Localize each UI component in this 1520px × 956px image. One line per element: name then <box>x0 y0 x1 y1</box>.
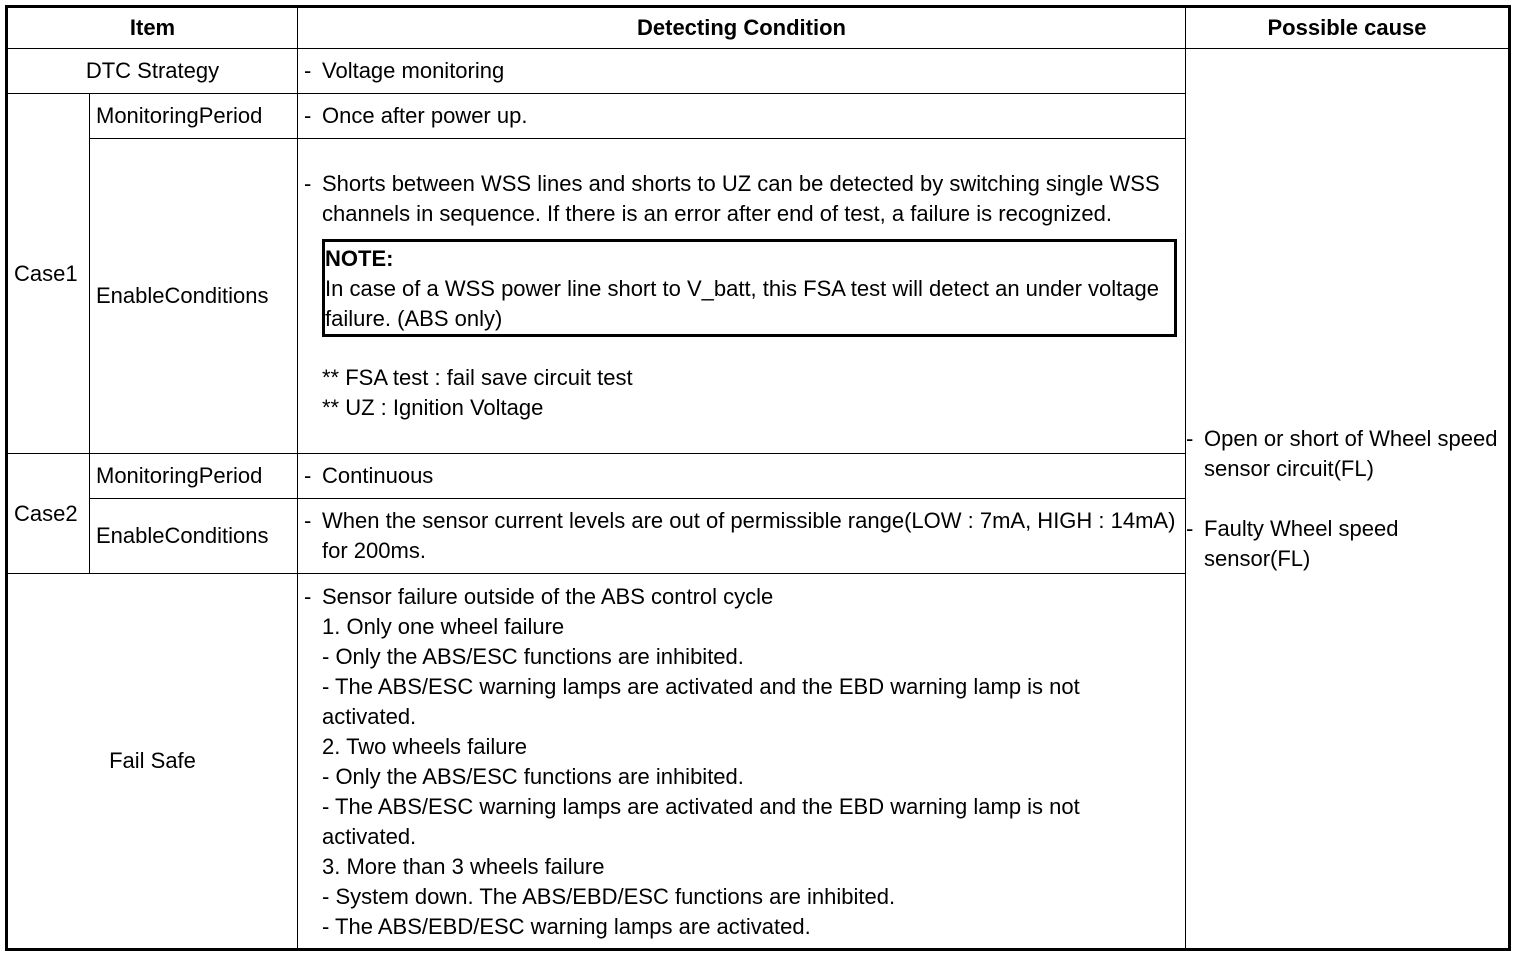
cause-text: Faulty Wheel speed sensor(FL) <box>1204 515 1399 571</box>
header-item: Item <box>7 7 298 49</box>
cause-item <box>1186 514 1508 574</box>
dash: - <box>304 58 312 83</box>
case2-enable-text: When the sensor current levels are out of permissible range(LOW : 7mA, HIGH : 14mA) for 200ms. <box>322 508 1176 563</box>
fail-safe-line: - The ABS/ESC warning lamps are activated and the EBD warning lamp is not activated. <box>322 674 1080 729</box>
footnote-uz: ** UZ : Ignition Voltage <box>322 395 544 420</box>
case2-enable-cell <box>298 499 1186 574</box>
fail-safe-line: - The ABS/ESC warning lamps are activated and the EBD warning lamp is not activated. <box>322 794 1080 849</box>
strategy-label: DTC Strategy <box>7 49 298 94</box>
case2-label: Case2 <box>7 454 90 574</box>
fail-safe-line: 3. More than 3 wheels failure <box>322 854 605 879</box>
case1-label: Case1 <box>7 94 90 454</box>
case2-monitoring-label: MonitoringPeriod <box>90 454 298 499</box>
strategy-value-cell <box>298 49 1186 94</box>
strategy-row <box>7 49 1510 94</box>
case2-monitoring-value-cell <box>298 454 1186 499</box>
strategy-value: Voltage monitoring <box>322 58 505 83</box>
case1-enable-text: Shorts between WSS lines and shorts to UZ can be detected by switching single WSS channels in sequence. If there is an error after end of test, a failure is recognized. <box>322 171 1160 226</box>
dash: - <box>304 463 312 488</box>
case1-enable-label: EnableConditions <box>90 139 298 454</box>
header-cause: Possible cause <box>1186 7 1510 49</box>
fail-safe-line: - Only the ABS/ESC functions are inhibited. <box>322 764 744 789</box>
note-text: In case of a WSS power line short to V_batt, this FSA test will detect an under voltage failure. (ABS only) <box>325 276 1159 331</box>
fail-safe-line: - Only the ABS/ESC functions are inhibited. <box>322 644 744 669</box>
header-condition: Detecting Condition <box>298 7 1186 49</box>
note-box <box>322 239 1177 337</box>
fail-safe-line: - The ABS/EBD/ESC warning lamps are activated. <box>322 914 811 939</box>
case1-monitoring-value: Once after power up. <box>322 103 528 128</box>
case2-monitoring-value: Continuous <box>322 463 434 488</box>
case1-monitoring-label: MonitoringPeriod <box>90 94 298 139</box>
dash: - <box>1186 515 1194 541</box>
cause-item <box>1186 424 1508 484</box>
dash: - <box>304 508 312 533</box>
fail-safe-line: - System down. The ABS/EBD/ESC functions are inhibited. <box>322 884 896 909</box>
fail-safe-line: 1. Only one wheel failure <box>322 614 565 639</box>
possible-cause-cell <box>1186 49 1510 950</box>
fail-safe-line: 2. Two wheels failure <box>322 734 528 759</box>
fail-safe-cell <box>298 574 1186 950</box>
fail-safe-label: Fail Safe <box>7 574 298 950</box>
cause-text: Open or short of Wheel speed sensor circuit(FL) <box>1204 425 1498 481</box>
case1-monitoring-value-cell <box>298 94 1186 139</box>
dash: - <box>1186 425 1194 451</box>
dash: - <box>304 103 312 128</box>
case1-enable-cell <box>298 139 1186 454</box>
dash: - <box>304 584 312 609</box>
header-row <box>7 7 1510 49</box>
footnote-fsa: ** FSA test : fail save circuit test <box>322 365 633 390</box>
dtc-table <box>5 5 1511 951</box>
note-title: NOTE: <box>325 246 394 271</box>
fail-safe-intro: Sensor failure outside of the ABS control cycle <box>322 584 774 609</box>
dash: - <box>304 171 312 196</box>
case2-enable-label: EnableConditions <box>90 499 298 574</box>
